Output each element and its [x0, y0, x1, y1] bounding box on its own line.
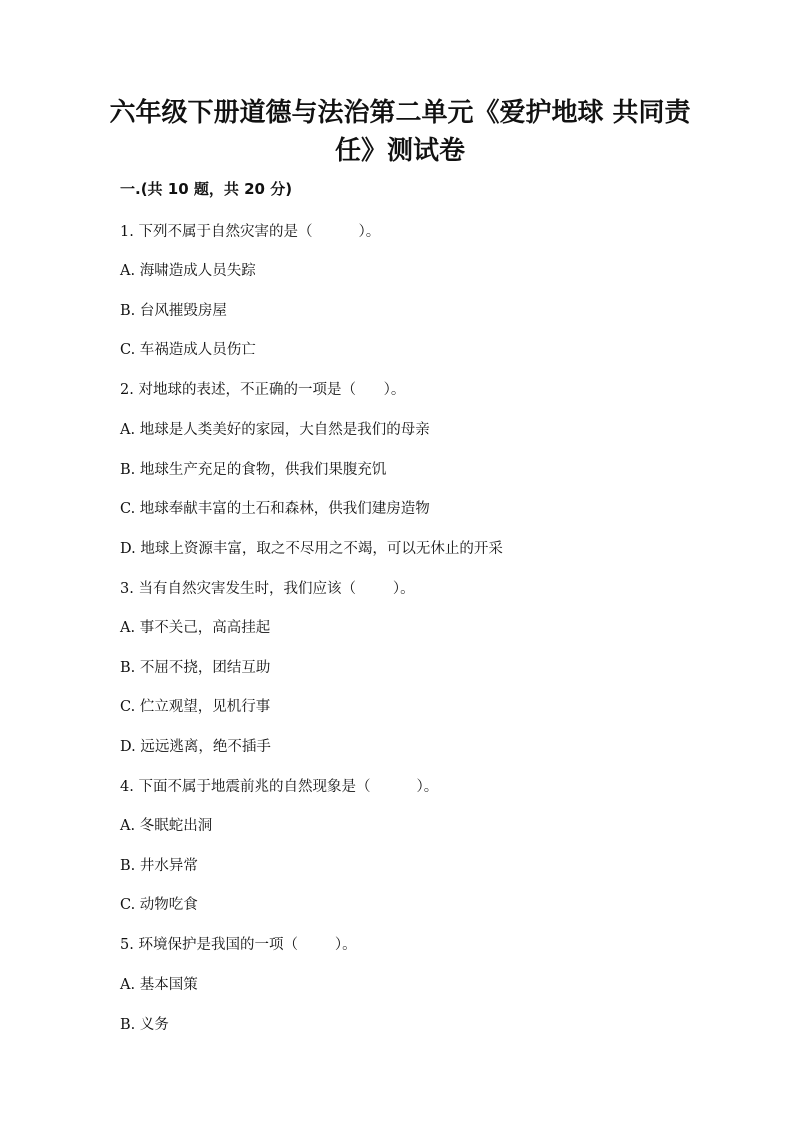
question-2-option-d: D. 地球上资源丰富，取之不尽用之不竭，可以无休止的开采: [120, 541, 503, 557]
question-3-option-c: C. 伫立观望，见机行事: [120, 699, 271, 715]
question-1-option-c: C. 车祸造成人员伤亡: [120, 342, 256, 358]
question-4-stem: 4. 下面不属于地震前兆的自然现象是（ ）。: [120, 779, 439, 795]
question-2-option-b: B. 地球生产充足的食物，供我们果腹充饥: [120, 462, 387, 478]
question-3-option-a: A. 事不关己，高高挂起: [120, 620, 271, 636]
question-5-option-b: B. 义务: [120, 1017, 169, 1033]
question-3-option-d: D. 远远逃离，绝不插手: [120, 739, 271, 755]
question-4-option-b: B. 井水异常: [120, 858, 198, 874]
question-4-option-c: C. 动物吃食: [120, 897, 198, 913]
title-line-1: 六年级下册道德与法治第二单元《爱护地球 共同责: [109, 98, 691, 128]
question-5-option-a: A. 基本国策: [120, 977, 198, 993]
section-header: 一.(共 10 题，共 20 分): [120, 180, 293, 198]
question-3-option-b: B. 不屈不挠，团结互助: [120, 660, 271, 676]
question-2-option-a: A. 地球是人类美好的家园，大自然是我们的母亲: [120, 422, 430, 438]
title-line-2: 任》测试卷: [334, 136, 465, 166]
page-title: [100, 94, 700, 170]
question-1-stem: 1. 下列不属于自然灾害的是（ ）。: [120, 224, 381, 240]
question-1-option-b: B. 台风摧毁房屋: [120, 303, 227, 319]
question-1-option-a: A. 海啸造成人员失踪: [120, 263, 256, 279]
question-5-stem: 5. 环境保护是我国的一项（ ）。: [120, 937, 357, 953]
question-3-stem: 3. 当有自然灾害发生时，我们应该（ ）。: [120, 581, 415, 597]
question-2-stem: 2. 对地球的表述，不正确的一项是（ ）。: [120, 382, 406, 398]
question-4-option-a: A. 冬眠蛇出洞: [120, 818, 213, 834]
question-2-option-c: C. 地球奉献丰富的土石和森林，供我们建房造物: [120, 501, 430, 517]
